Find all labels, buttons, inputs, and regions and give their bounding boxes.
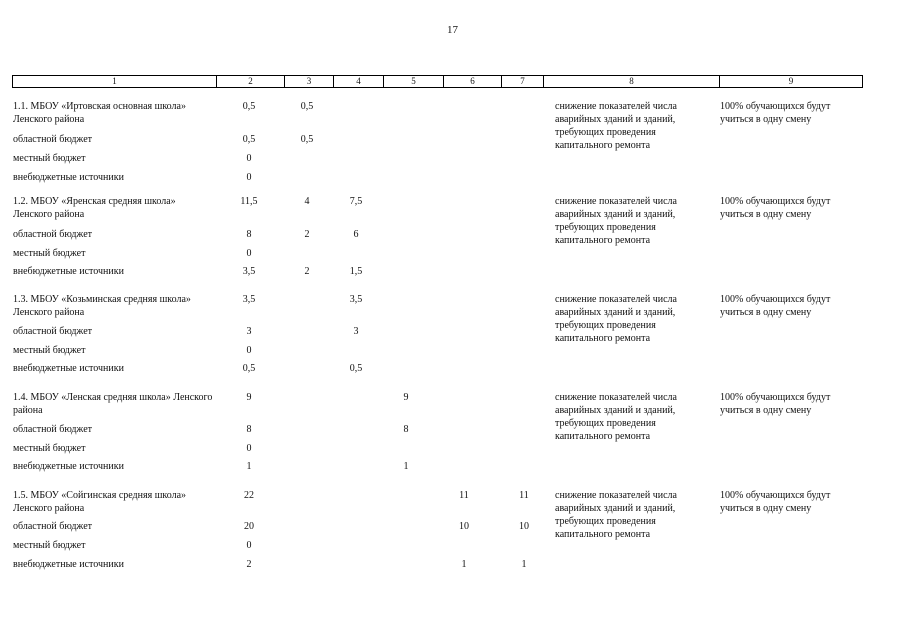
value-cell: 3,5 xyxy=(349,294,363,305)
result-text: 100% обучающихся будут учиться в одну смену xyxy=(720,101,831,125)
effect-text: снижение показателей числа аварийных зданий и зданий, требующих проведения капитального ремонта xyxy=(555,392,677,442)
value-cell: 0,5 xyxy=(300,134,314,145)
regional-budget-label: областной бюджет xyxy=(13,424,93,435)
school-title: 1.4. МБОУ «Ленская средняя школа» Ленского района xyxy=(13,392,213,416)
value-cell: 11,5 xyxy=(240,196,258,207)
table-block xyxy=(0,391,905,481)
value-cell: 10 xyxy=(519,521,529,532)
header-cell: 5 xyxy=(383,76,443,87)
result-text: 100% обучающихся будут учиться в одну смену xyxy=(720,490,831,514)
header-cell: 6 xyxy=(443,76,501,87)
value-cell: 11 xyxy=(519,490,529,501)
offbudget-label: внебюджетные источники xyxy=(13,559,124,570)
value-cell: 0,5 xyxy=(349,363,363,374)
school-title: 1.3. МБОУ «Козьминская средняя школа» Ленского района xyxy=(13,294,191,318)
value-cell: 1 xyxy=(403,461,409,472)
value-cell: 2 xyxy=(304,229,310,240)
value-cell: 9 xyxy=(403,392,409,403)
value-cell: 11 xyxy=(459,490,469,501)
value-cell: 0,5 xyxy=(242,363,256,374)
value-cell: 4 xyxy=(304,196,310,207)
local-budget-label: местный бюджет xyxy=(13,540,86,551)
value-cell: 6 xyxy=(353,229,359,240)
header-cell: 8 xyxy=(543,76,719,87)
value-cell: 1 xyxy=(461,559,467,570)
value-cell: 0 xyxy=(246,443,252,454)
regional-budget-label: областной бюджет xyxy=(13,134,93,145)
offbudget-label: внебюджетные источники xyxy=(13,363,124,374)
value-cell: 0 xyxy=(246,172,252,183)
result-text: 100% обучающихся будут учиться в одну смену xyxy=(720,294,831,318)
value-cell: 9 xyxy=(246,392,252,403)
school-title: 1.5. МБОУ «Сойгинская средняя школа» Ленского района xyxy=(13,490,187,514)
page-number: 17 xyxy=(447,24,458,36)
regional-budget-label: областной бюджет xyxy=(13,229,93,240)
result-text: 100% обучающихся будут учиться в одну смену xyxy=(720,196,831,220)
value-cell: 0 xyxy=(246,153,252,164)
table-header-row xyxy=(12,75,863,88)
value-cell: 20 xyxy=(244,521,254,532)
local-budget-label: местный бюджет xyxy=(13,153,86,164)
value-cell: 3,5 xyxy=(242,266,256,277)
value-cell: 1 xyxy=(246,461,252,472)
value-cell: 3 xyxy=(353,326,359,337)
header-cell: 4 xyxy=(333,76,383,87)
value-cell: 1 xyxy=(521,559,527,570)
value-cell: 7,5 xyxy=(349,196,363,207)
value-cell: 8 xyxy=(403,424,409,435)
value-cell: 0,5 xyxy=(300,101,314,112)
value-cell: 0 xyxy=(246,540,252,551)
table-block xyxy=(0,489,905,579)
header-cell: 7 xyxy=(501,76,543,87)
value-cell: 22 xyxy=(244,490,254,501)
value-cell: 8 xyxy=(246,229,252,240)
table-block xyxy=(0,293,905,383)
value-cell: 3 xyxy=(246,326,252,337)
table-block xyxy=(0,100,905,190)
value-cell: 1,5 xyxy=(349,266,363,277)
result-text: 100% обучающихся будут учиться в одну смену xyxy=(720,392,831,416)
header-cell: 2 xyxy=(216,76,284,87)
value-cell: 0 xyxy=(246,248,252,259)
value-cell: 3,5 xyxy=(242,294,256,305)
value-cell: 2 xyxy=(246,559,252,570)
header-cell: 1 xyxy=(112,76,117,86)
value-cell: 2 xyxy=(304,266,310,277)
header-cell: 9 xyxy=(719,76,862,87)
effect-text: снижение показателей числа аварийных зданий и зданий, требующих проведения капитального ремонта xyxy=(555,294,677,344)
value-cell: 0 xyxy=(246,345,252,356)
offbudget-label: внебюджетные источники xyxy=(13,461,124,472)
local-budget-label: местный бюджет xyxy=(13,443,86,454)
value-cell: 0,5 xyxy=(242,101,256,112)
regional-budget-label: областной бюджет xyxy=(13,521,93,532)
local-budget-label: местный бюджет xyxy=(13,345,86,356)
offbudget-label: внебюджетные источники xyxy=(13,266,124,277)
value-cell: 0,5 xyxy=(242,134,256,145)
header-cell: 3 xyxy=(284,76,333,87)
effect-text: снижение показателей числа аварийных зданий и зданий, требующих проведения капитального ремонта xyxy=(555,490,677,540)
regional-budget-label: областной бюджет xyxy=(13,326,93,337)
table-block xyxy=(0,195,905,285)
school-title: 1.1. МБОУ «Иртовская основная школа» Ленского района xyxy=(13,101,186,125)
effect-text: снижение показателей числа аварийных зданий и зданий, требующих проведения капитального ремонта xyxy=(555,196,677,246)
value-cell: 8 xyxy=(246,424,252,435)
school-title: 1.2. МБОУ «Яренская средняя школа» Ленского района xyxy=(13,196,176,220)
local-budget-label: местный бюджет xyxy=(13,248,86,259)
offbudget-label: внебюджетные источники xyxy=(13,172,124,183)
value-cell: 10 xyxy=(459,521,469,532)
effect-text: снижение показателей числа аварийных зданий и зданий, требующих проведения капитального ремонта xyxy=(555,101,677,151)
